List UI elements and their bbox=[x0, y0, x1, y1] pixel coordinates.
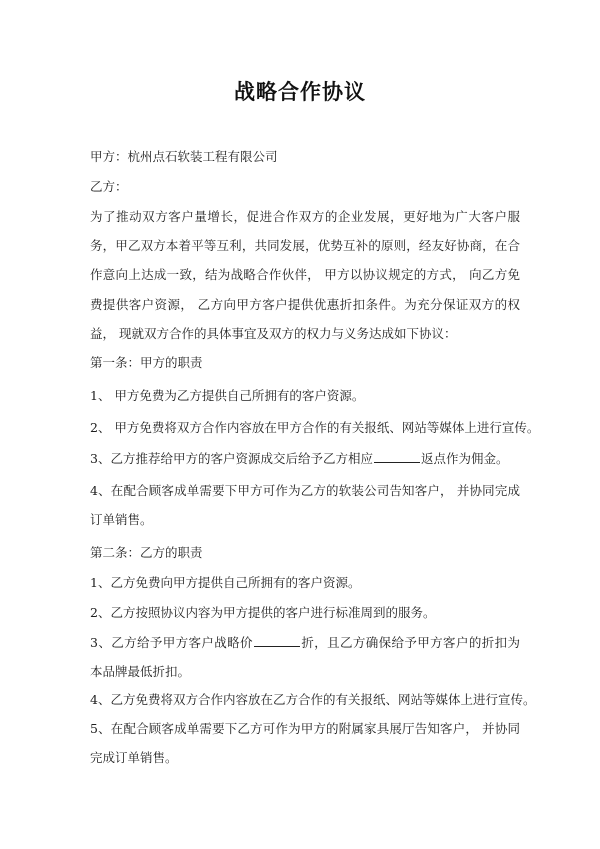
article2-item4: 4、乙方免费将双方合作内容放在乙方合作的有关报纸、网站等媒体上进行宣传。 bbox=[90, 692, 536, 707]
party-a-line: 甲方：杭州点石软装工程有限公司 bbox=[90, 149, 278, 164]
article2-item2: 2、乙方按照协议内容为甲方提供的客户进行标准周到的服务。 bbox=[90, 605, 436, 620]
article1-heading: 第一条：甲方的职责 bbox=[90, 355, 203, 370]
article1-item1: 1、 甲方免费为乙方提供自己所拥有的客户资源。 bbox=[90, 388, 365, 403]
document-title: 战略合作协议 bbox=[234, 79, 366, 104]
article1-item3-after: 返点作为佣金。 bbox=[420, 451, 509, 466]
preamble-paragraph: 为了推动双方客户量增长，促进合作双方的企业发展，更好地为广大客户服务，甲乙双方本着平等互利，共同发展，优势互补的原则，经友好协商，在合作意向上达成一致，结为战略合作伙伴， 甲方以协议规定的方式， 向乙方免费提供客户资源， 乙方向甲方客户提供优惠折扣条件。为充分保证双方的权益， 现就双方合作的具体事宜及双方的权力与义务达成如下协议： bbox=[90, 209, 520, 341]
article2-item3 bbox=[90, 628, 520, 686]
article2-item3-after: 折，且乙方确保给予甲方客户的折扣为本品牌最低折扣。 bbox=[90, 635, 520, 680]
article2-item5: 5、在配合顾客成单需要下乙方可作为甲方的附属家具展厅告知客户， 并协同完成订单销售。 bbox=[90, 721, 520, 766]
article2-item3-before: 3、乙方给予甲方客户战略价 bbox=[90, 635, 253, 650]
article2-heading: 第二条：乙方的职责 bbox=[90, 545, 203, 560]
fill-in-blank bbox=[254, 634, 300, 647]
article1-item3-before: 3、乙方推荐给甲方的客户资源成交后给予乙方相应 bbox=[90, 451, 373, 466]
article1-item4: 4、在配合顾客成单需要下甲方可作为乙方的软装公司告知客户， 并协同完成订单销售。 bbox=[90, 483, 520, 528]
party-b-line: 乙方： bbox=[90, 179, 128, 194]
fill-in-blank bbox=[374, 450, 420, 463]
article1-item2: 2、 甲方免费将双方合作内容放在甲方合作的有关报纸、网站等媒体上进行宣传。 bbox=[90, 420, 540, 435]
article1-item3 bbox=[90, 444, 530, 473]
article2-item1: 1、乙方免费向甲方提供自己所拥有的客户资源。 bbox=[90, 575, 361, 590]
